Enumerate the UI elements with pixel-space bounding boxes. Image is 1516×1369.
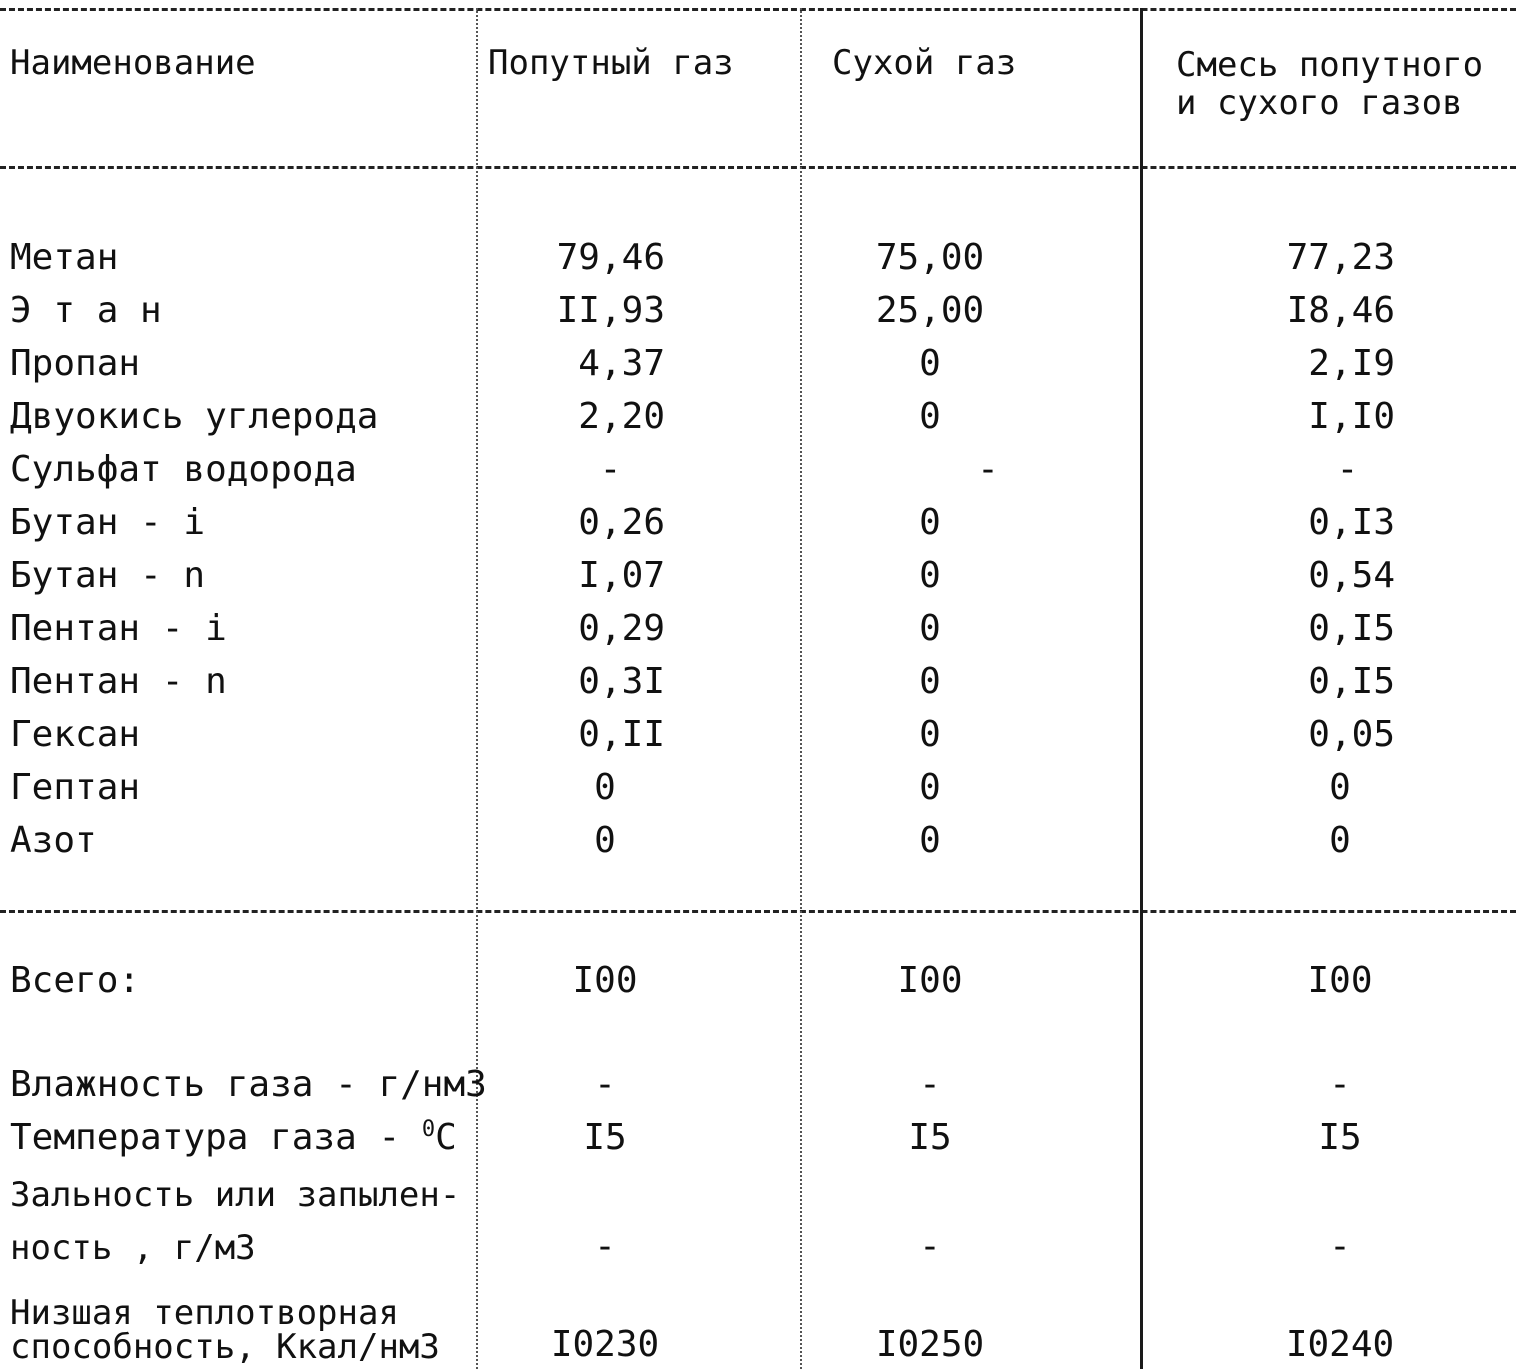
temperature-label	[10, 1111, 457, 1164]
heat-mixture: I0240	[1285, 1324, 1395, 1365]
header-rule	[0, 166, 1516, 169]
table-row	[0, 602, 1516, 655]
dust-dry: -	[919, 1226, 941, 1267]
temperature-label-text: Температура газа -	[10, 1117, 422, 1158]
value-dry: 75,00	[875, 237, 985, 278]
heat-dry: I0250	[875, 1324, 985, 1365]
total-label: Всего:	[10, 960, 141, 1001]
heat-label-line2: способность, Ккал/нм3	[10, 1327, 440, 1367]
table-row	[0, 337, 1516, 390]
temperature-unit: С	[435, 1117, 457, 1158]
value-associated: 79,46	[556, 237, 665, 278]
humidity-row	[0, 1058, 1516, 1111]
header-mixture-line1: Смесь попутного	[1176, 45, 1484, 85]
table-row	[0, 655, 1516, 708]
row-name: Азот	[10, 820, 97, 861]
table-row	[0, 231, 1516, 284]
value-associated: 0,II	[578, 714, 665, 755]
heat-associated: I0230	[550, 1324, 660, 1365]
row-name: Метан	[10, 237, 119, 278]
value-mixture: I,I0	[1308, 396, 1395, 437]
header-dry-gas: Сухой газ	[832, 43, 1017, 83]
value-dry: 0	[919, 502, 941, 543]
row-name: Пентан - i	[10, 608, 227, 649]
humidity-mixture: -	[1329, 1064, 1351, 1105]
value-associated: 2,20	[578, 396, 665, 437]
dust-associated: -	[594, 1226, 616, 1267]
dust-row	[0, 1220, 1516, 1273]
top-rule	[0, 8, 1516, 11]
row-name: Э т а н	[10, 290, 162, 331]
value-mixture: I8,46	[1286, 290, 1395, 331]
value-mixture: 0,05	[1308, 714, 1395, 755]
value-associated: 0	[594, 820, 616, 861]
value-mixture: -	[1336, 449, 1359, 490]
temperature-dry: I5	[908, 1117, 952, 1158]
value-associated: -	[599, 449, 622, 490]
dust-label-line2: ность , г/м3	[10, 1228, 256, 1268]
value-associated: 0,3I	[578, 661, 665, 702]
humidity-label: Влажность газа - г/нм3	[10, 1064, 487, 1105]
header-mixture-line2: и сухого газов	[1176, 83, 1463, 123]
dust-label-line1: Зальность или запылен-	[10, 1175, 461, 1215]
table-row	[0, 390, 1516, 443]
value-dry: 0	[919, 343, 941, 384]
value-mixture: 0,I3	[1308, 502, 1395, 543]
row-name: Пропан	[10, 343, 141, 384]
heat-label-line1: Низшая теплотворная	[10, 1293, 399, 1333]
temperature-degree: 0	[421, 1117, 436, 1142]
dust-mixture: -	[1329, 1226, 1351, 1267]
value-mixture: 0,I5	[1308, 661, 1395, 702]
value-dry: 0	[919, 608, 941, 649]
row-name: Сульфат водорода	[10, 449, 357, 490]
total-mixture: I00	[1307, 960, 1373, 1001]
temperature-mixture: I5	[1318, 1117, 1362, 1158]
row-name: Гептан	[10, 767, 141, 808]
row-name: Гексан	[10, 714, 141, 755]
row-name: Бутан - n	[10, 555, 206, 596]
humidity-associated: -	[594, 1064, 616, 1105]
temperature-associated: I5	[583, 1117, 627, 1158]
value-associated: 0,29	[578, 608, 665, 649]
value-associated: 0	[594, 767, 616, 808]
table-row	[0, 284, 1516, 337]
table-row	[0, 708, 1516, 761]
humidity-dry: -	[919, 1064, 941, 1105]
temperature-row	[0, 1111, 1516, 1164]
value-dry: 25,00	[875, 290, 985, 331]
value-dry: 0	[919, 714, 941, 755]
value-mixture: 77,23	[1286, 237, 1395, 278]
value-mixture: 0	[1329, 820, 1351, 861]
header-name: Наименование	[10, 43, 256, 83]
value-dry: 0	[919, 555, 941, 596]
header-associated-gas: Попутный газ	[488, 43, 734, 83]
value-associated: 4,37	[578, 343, 665, 384]
total-dry: I00	[897, 960, 963, 1001]
value-mixture: 0,I5	[1308, 608, 1395, 649]
value-associated: I,07	[578, 555, 665, 596]
value-dry: 0	[919, 820, 941, 861]
header-mixture	[1176, 46, 1483, 122]
table-row	[0, 761, 1516, 814]
value-associated: II,93	[556, 290, 665, 331]
total-rule	[0, 910, 1516, 913]
table-row	[0, 814, 1516, 867]
row-name: Пентан - n	[10, 661, 227, 702]
value-mixture: 0,54	[1308, 555, 1395, 596]
row-name: Бутан - i	[10, 502, 206, 543]
table-row	[0, 549, 1516, 602]
value-mixture: 2,I9	[1308, 343, 1395, 384]
table-row	[0, 496, 1516, 549]
table-row	[0, 443, 1516, 496]
value-dry: 0	[919, 661, 941, 702]
value-associated: 0,26	[578, 502, 665, 543]
value-mixture: 0	[1329, 767, 1351, 808]
value-dry: -	[977, 449, 999, 490]
heat-row	[0, 1320, 1516, 1369]
total-associated: I00	[572, 960, 638, 1001]
value-dry: 0	[919, 767, 941, 808]
row-name: Двуокись углерода	[10, 396, 379, 437]
value-dry: 0	[919, 396, 941, 437]
total-row	[0, 954, 1516, 1007]
